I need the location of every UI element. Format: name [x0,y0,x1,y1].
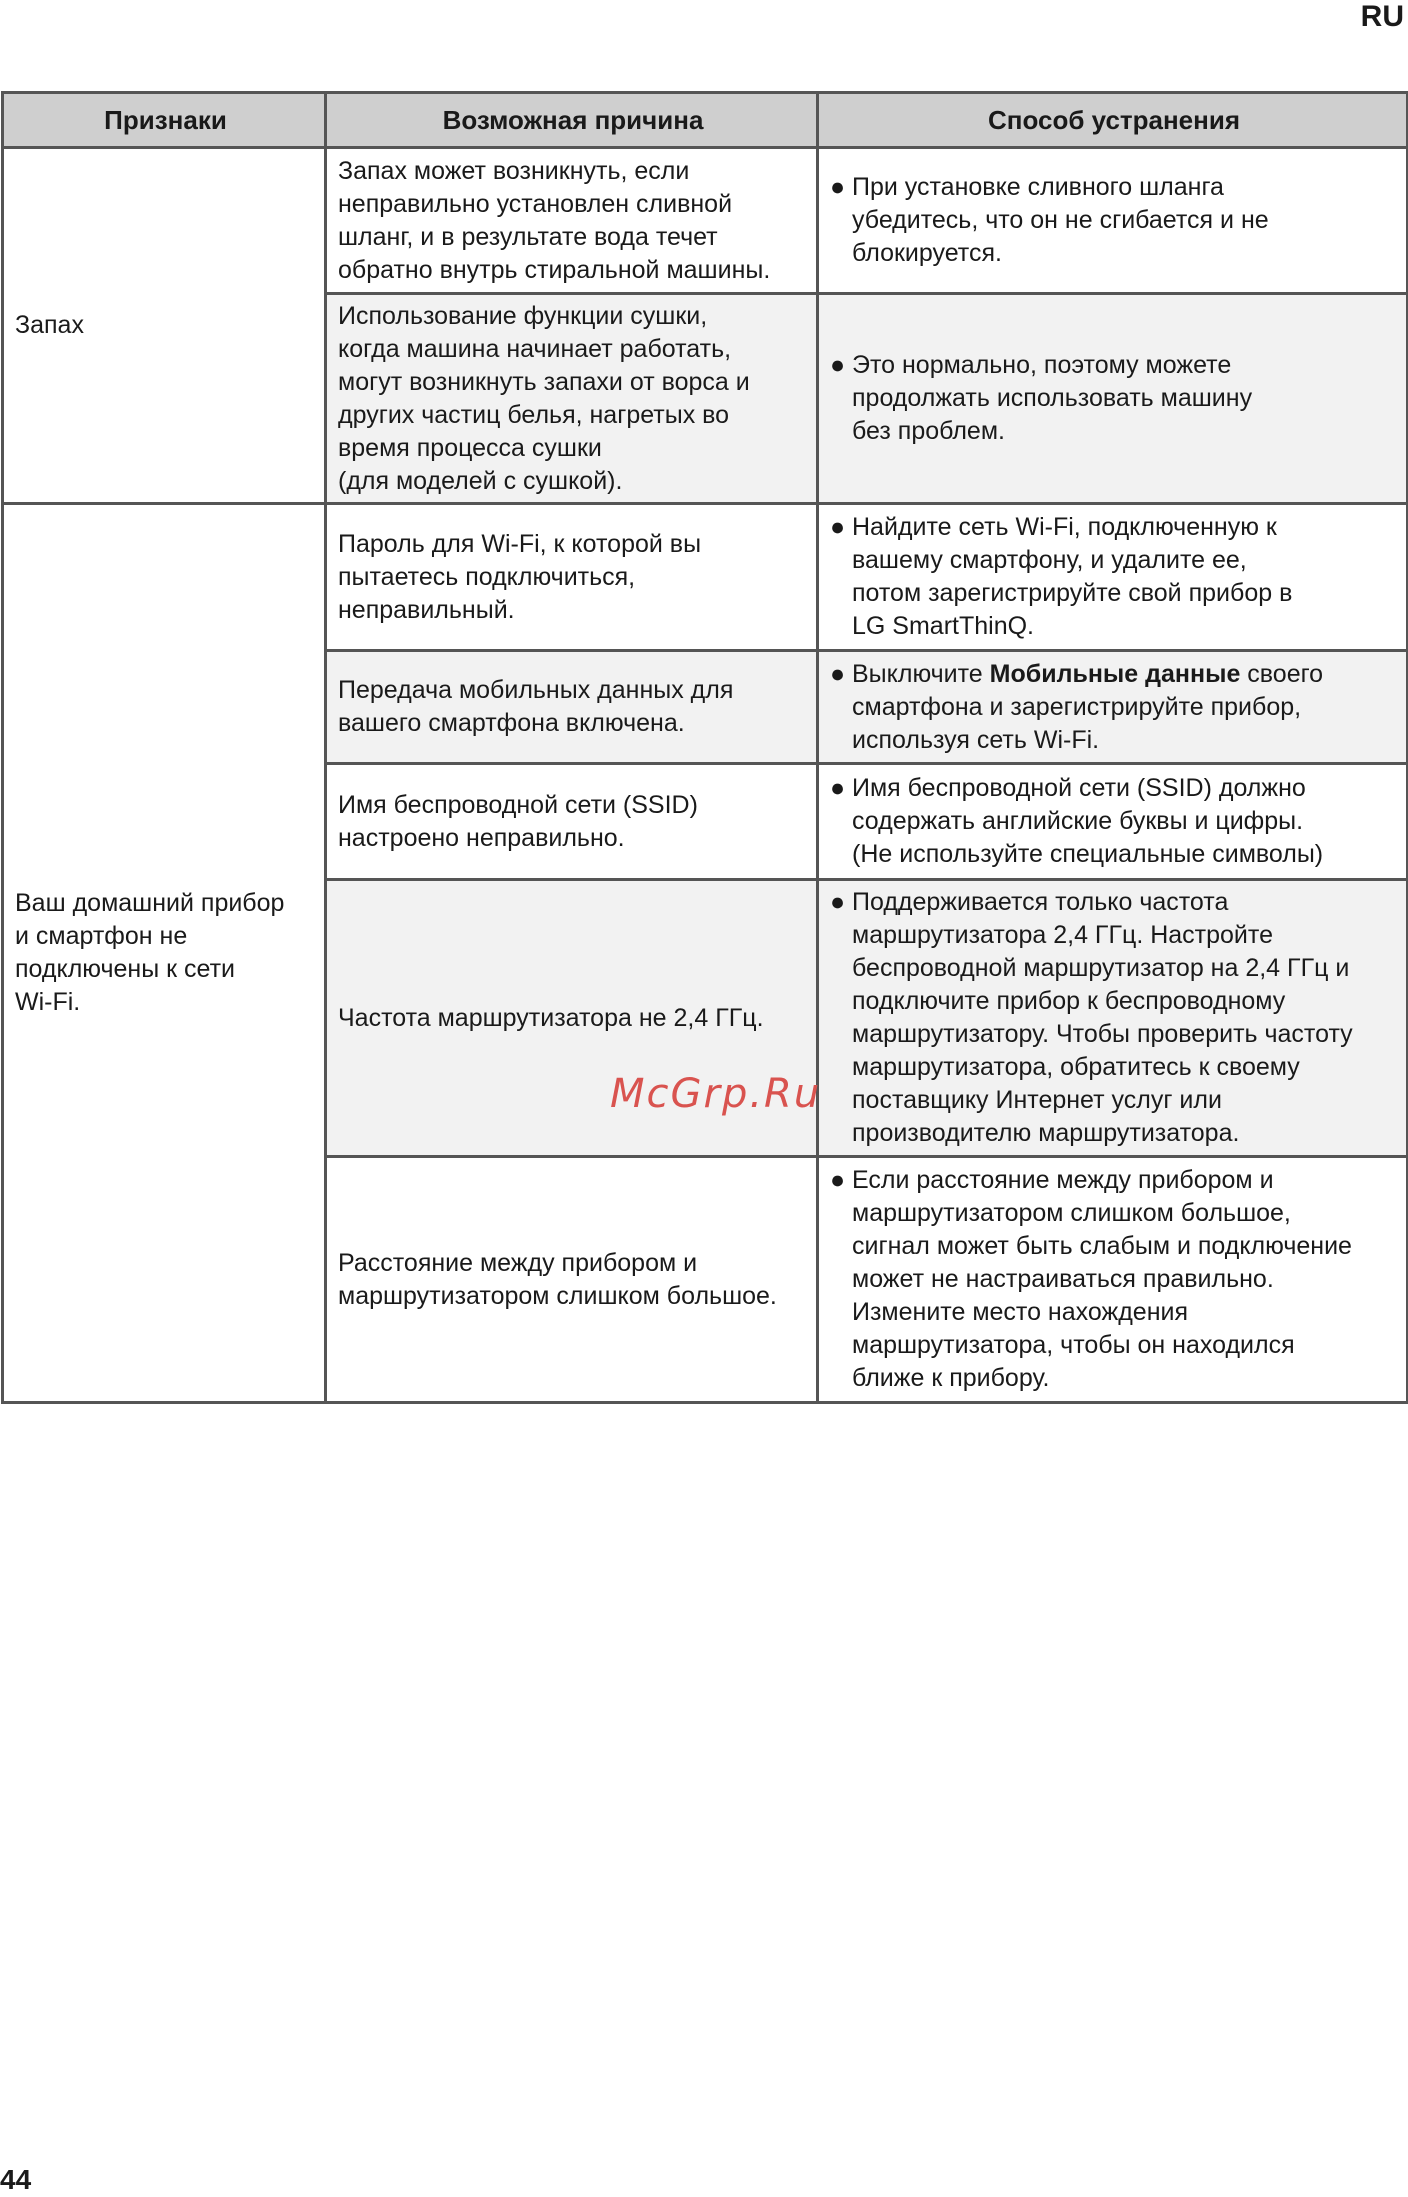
solution-cell [818,148,1408,294]
symptom-cell: Запах [3,148,326,504]
solution-cell [818,764,1408,880]
page-number: 44 [0,2164,32,2195]
solution-text: При установке сливного шланга убедитесь, что он не сгибается и не блокируется. [852,173,1269,267]
troubleshooting-table [1,91,1408,1404]
cause-cell: Имя беспроводной сети (SSID) настроено неправильно. [326,764,818,880]
solution-text [852,660,1323,754]
solution-text: Имя беспроводной сети (SSID) должно содержать английские буквы и цифры. (Не используйте специальные символы) [852,774,1324,868]
cause-cell: Запах может возникнуть, если неправильно установлен сливной шланг, и в результате вода течет обратно внутрь стиральной машины. [326,148,818,294]
solution-text: Это нормально, поэтому можете продолжать использовать машину без проблем. [852,351,1253,445]
cause-cell: Частота маршрутизатора не 2,4 ГГц. [326,880,818,1157]
header-solution: Способ устранения [818,93,1408,148]
symptom-cell: Ваш домашний прибор и смартфон не подключены к сети Wi-Fi. [3,504,326,1403]
language-code: RU [1360,0,1404,33]
header-symptom: Признаки [3,93,326,148]
cause-cell: Пароль для Wi-Fi, к которой вы пытаетесь подключиться, неправильный. [326,504,818,651]
bullet-icon: ● [830,513,846,541]
solution-text-post: своего смартфона и зарегистрируйте прибор, используя сеть Wi-Fi. [852,659,1324,754]
cause-cell: Передача мобильных данных для вашего смартфона включена. [326,651,818,764]
cause-cell: Использование функции сушки, когда машина начинает работать, могут возникнуть запахи от ворса и других частиц белья, нагретых во время процесса сушки (для моделей с сушкой). [326,294,818,504]
solution-cell [818,651,1408,764]
cause-cell: Расстояние между прибором и маршрутизатором слишком большое. [326,1157,818,1403]
solution-text-pre: Выключите [852,659,990,688]
mobile-data-label: Мобильные данные [989,659,1241,688]
table-header-row [3,93,1408,148]
table-row [3,148,1408,294]
solution-cell [818,294,1408,504]
solution-cell [818,880,1408,1157]
bullet-icon: ● [830,1166,846,1194]
bullet-icon: ● [830,351,846,379]
bullet-icon: ● [830,774,846,802]
bullet-icon: ● [830,659,846,688]
solution-cell [818,504,1408,651]
solution-text: Если расстояние между прибором и маршрутизатором слишком большое, сигнал может быть слабым и подключение может не настраиваться правильно. Измените место нахождения маршрутизатора, чтобы он находился ближе к прибору. [852,1166,1352,1392]
solution-text: Поддерживается только частота маршрутизатора 2,4 ГГц. Настройте беспроводной маршрутизатор на 2,4 ГГц и подключите прибор к беспроводному маршрутизатору. Чтобы проверить частоту маршрутизатора, обратитесь к своему поставщику Интернет услуг или производителю маршрутизатора. [852,888,1353,1147]
solution-cell [818,1157,1408,1403]
solution-text: Найдите сеть Wi-Fi, подключенную к вашему смартфону, и удалите ее, потом зарегистрируйте свой прибор в LG SmartThinQ. [852,513,1293,640]
bullet-icon: ● [830,888,846,916]
watermark: McGrp.Ru [610,1071,822,1117]
header-cause: Возможная причина [326,93,818,148]
bullet-icon: ● [830,173,846,201]
table-row [3,504,1408,651]
